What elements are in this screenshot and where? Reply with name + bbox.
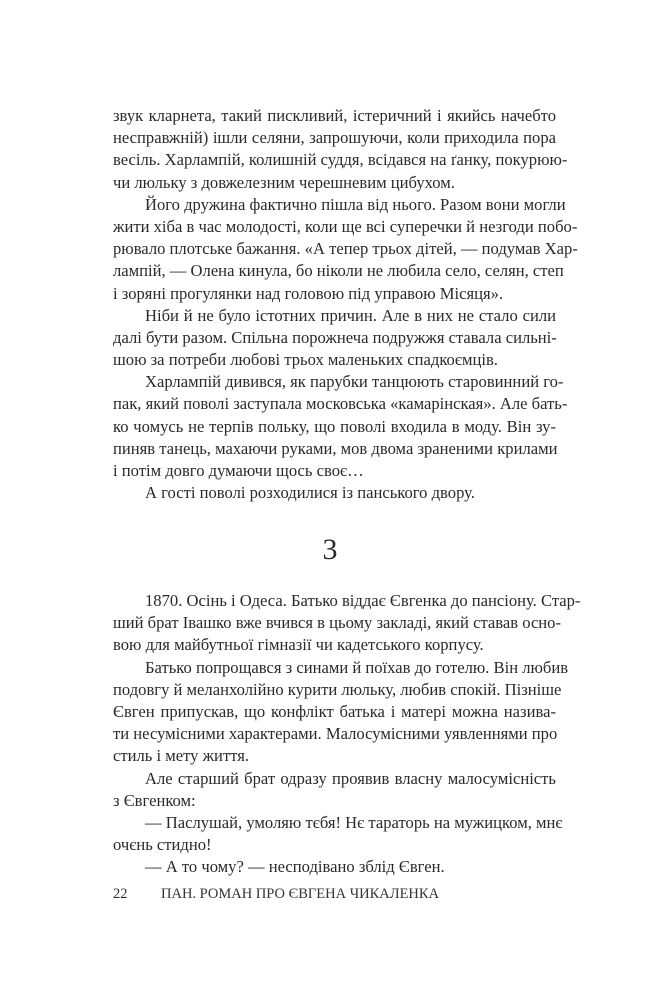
text-line: несправжній) ішли селяни, запрошуючи, коли приходила пора [113,128,556,148]
text-line: 1870. Осінь і Одеса. Батько віддає Євгенка до пансіону. Стар- [145,591,581,610]
text-line: весіль. Харлампій, колишній суддя, всідався на ґанку, покурюю- [113,150,568,170]
text-line: пиняв танець, махаючи руками, мов двома зраненими крилами [113,438,558,458]
page-footer [113,886,439,903]
text-line: з Євгенком: [113,790,196,810]
chapter-heading: 3 [322,533,338,566]
text-line: очєнь стидно! [113,835,212,855]
page-number: 22 [113,886,128,902]
text-line: ти несумісними характерами. Малосумісними уявленнями про [113,724,558,744]
text-line: і зоряні прогулянки над головою під управою Місяця». [113,283,504,303]
running-title: ПАН. РОМАН ПРО ЄВГЕНА ЧИКАЛЕНКА [161,886,440,902]
text-line: пак, який поволі заступала московська «камарінская». Але бать- [113,394,568,414]
text-line: Харлампій дивився, як парубки танцюють старовинний го- [145,372,564,392]
text-line: шою за потреби любові трьох маленьких спадкоємців. [113,350,498,370]
text-line: вою для майбутньої гімназії чи кадетського корпусу. [113,635,484,655]
text-line: Батько попрощався з синами й поїхав до готелю. Він любив [145,657,569,677]
text-line: ко чомусь не терпів польку, що поволі входила в моду. Він зу- [113,416,556,436]
text-line: звук кларнета, такий пискливий, істеричний і якийсь начебто [113,106,556,125]
text-line: Євген припускав, що конфлікт батька і матері можна назива- [113,701,556,721]
text-line: Ніби й не було істотних причин. Але в них не стало сили [145,305,556,325]
text-line: А гості поволі розходилися із панського двору. [145,483,475,503]
text-line: стиль і мету життя. [113,746,250,766]
text-line: Але старший брат одразу проявив власну малосумісність [145,768,556,788]
text-line: — А то чому? — несподівано зблід Євген. [145,857,445,877]
text-line: рювало плотське бажання. «А тепер трьох дітей, — подумав Хар- [113,239,578,259]
text-block-before-chapter [113,105,578,504]
text-line: далі бути разом. Спільна порожнеча подружжя ставала сильні- [113,327,557,347]
text-line: ший брат Івашко вже вчився в цьому закладі, який ставав осно- [113,613,562,633]
text-line: жити хіба в час молодості, коли ще всі суперечки й незгоди побо- [113,216,578,236]
text-line: лампій, — Олена кинула, бо ніколи не любила село, селян, степ [113,261,564,281]
text-line: Його дружина фактично пішла від нього. Разом вони могли [145,194,566,214]
text-block-chapter-3 [113,590,581,878]
text-line: подовгу й меланхолійно курити люльку, любив спокій. Пізніше [113,679,562,699]
text-line: і потім довго думаючи щось своє… [113,461,364,480]
text-line: чи люльку з довжелезним черешневим цибухом. [113,172,455,192]
text-line: — Паслушай, умоляю тєбя! Нє тараторь на мужицком, мнє [145,812,563,832]
